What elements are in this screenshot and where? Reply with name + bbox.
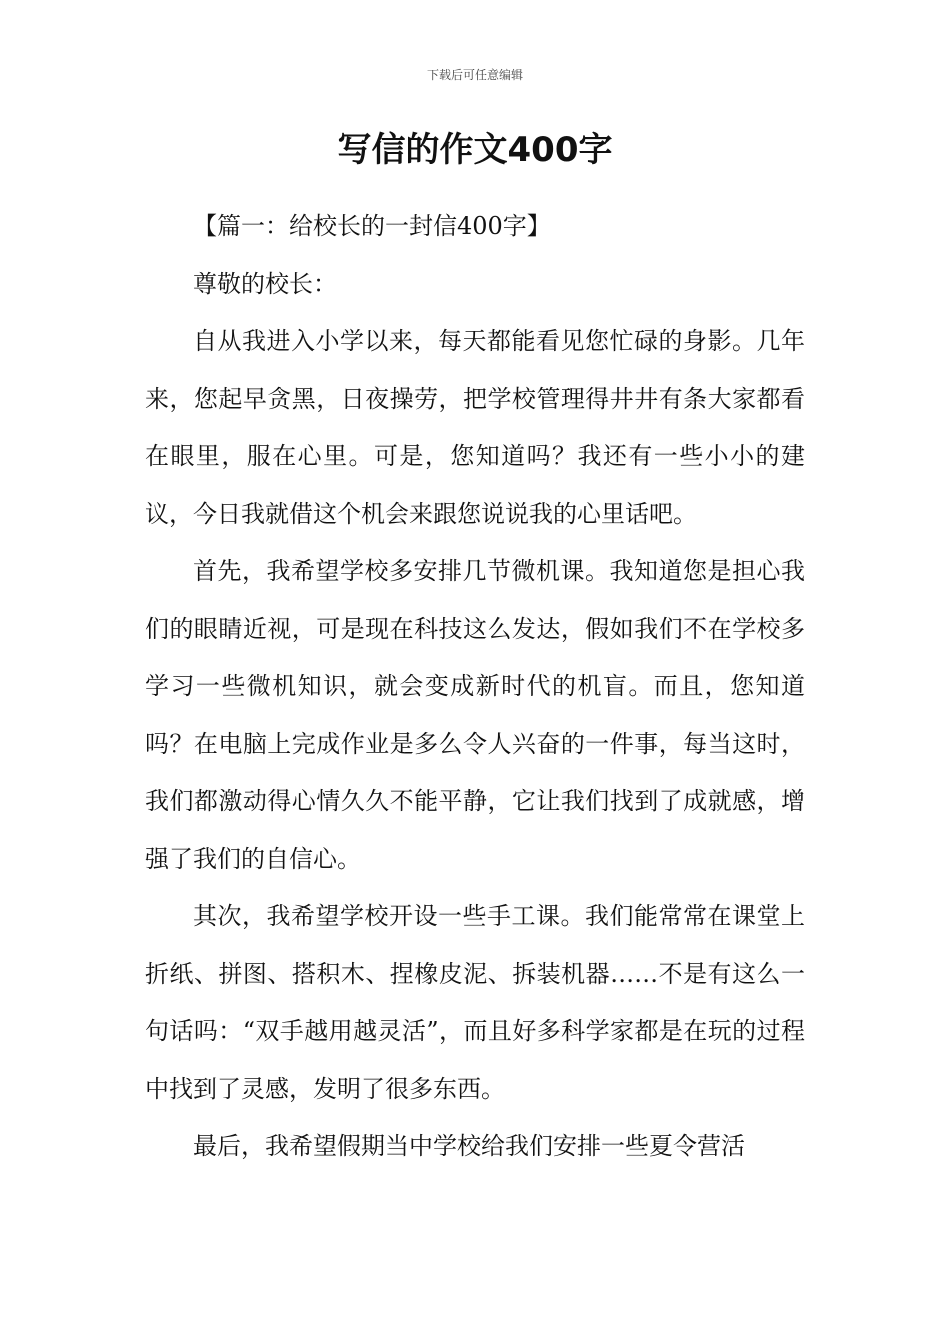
document-title: 写信的作文400字 [337, 130, 613, 170]
salutation: 尊敬的校长： [193, 269, 337, 298]
paragraph-2: 首先，我希望学校多安排几节微机课。我知道您是担心我们的眼睛近视，可是现在科技这么发达，假如我们不在学校多学习一些微机知识，就会变成新时代的机盲。而且，您知道吗？在电脑上完成作业是多么令人兴奋的一件事，每当这时，我们都激动得心情久久不能平静，它让我们找到了成就感，增强了我们的自信心。 [145, 557, 805, 873]
document-body [145, 198, 805, 1176]
paragraph-1: 自从我进入小学以来，每天都能看见您忙碌的身影。几年来，您起早贪黑，日夜操劳，把学校管理得井井有条大家都看在眼里，服在心里。可是，您知道吗？我还有一些小小的建议，今日我就借这个机会来跟您说说我的心里话吧。 [145, 327, 805, 528]
header-note: 下载后可任意编辑 [426, 68, 523, 82]
paragraph-4: 最后，我希望假期当中学校给我们安排一些夏令营活 [193, 1132, 745, 1160]
section-heading: 【篇一：给校长的一封信400字】 [193, 212, 551, 240]
paragraph-3: 其次，我希望学校开设一些手工课。我们能常常在课堂上折纸、拼图、搭积木、捏橡皮泥、拆装机器……不是有这么一句话吗：“双手越用越灵活”，而且好多科学家都是在玩的过程中找到了灵感，发明了很多东西。 [145, 902, 805, 1103]
